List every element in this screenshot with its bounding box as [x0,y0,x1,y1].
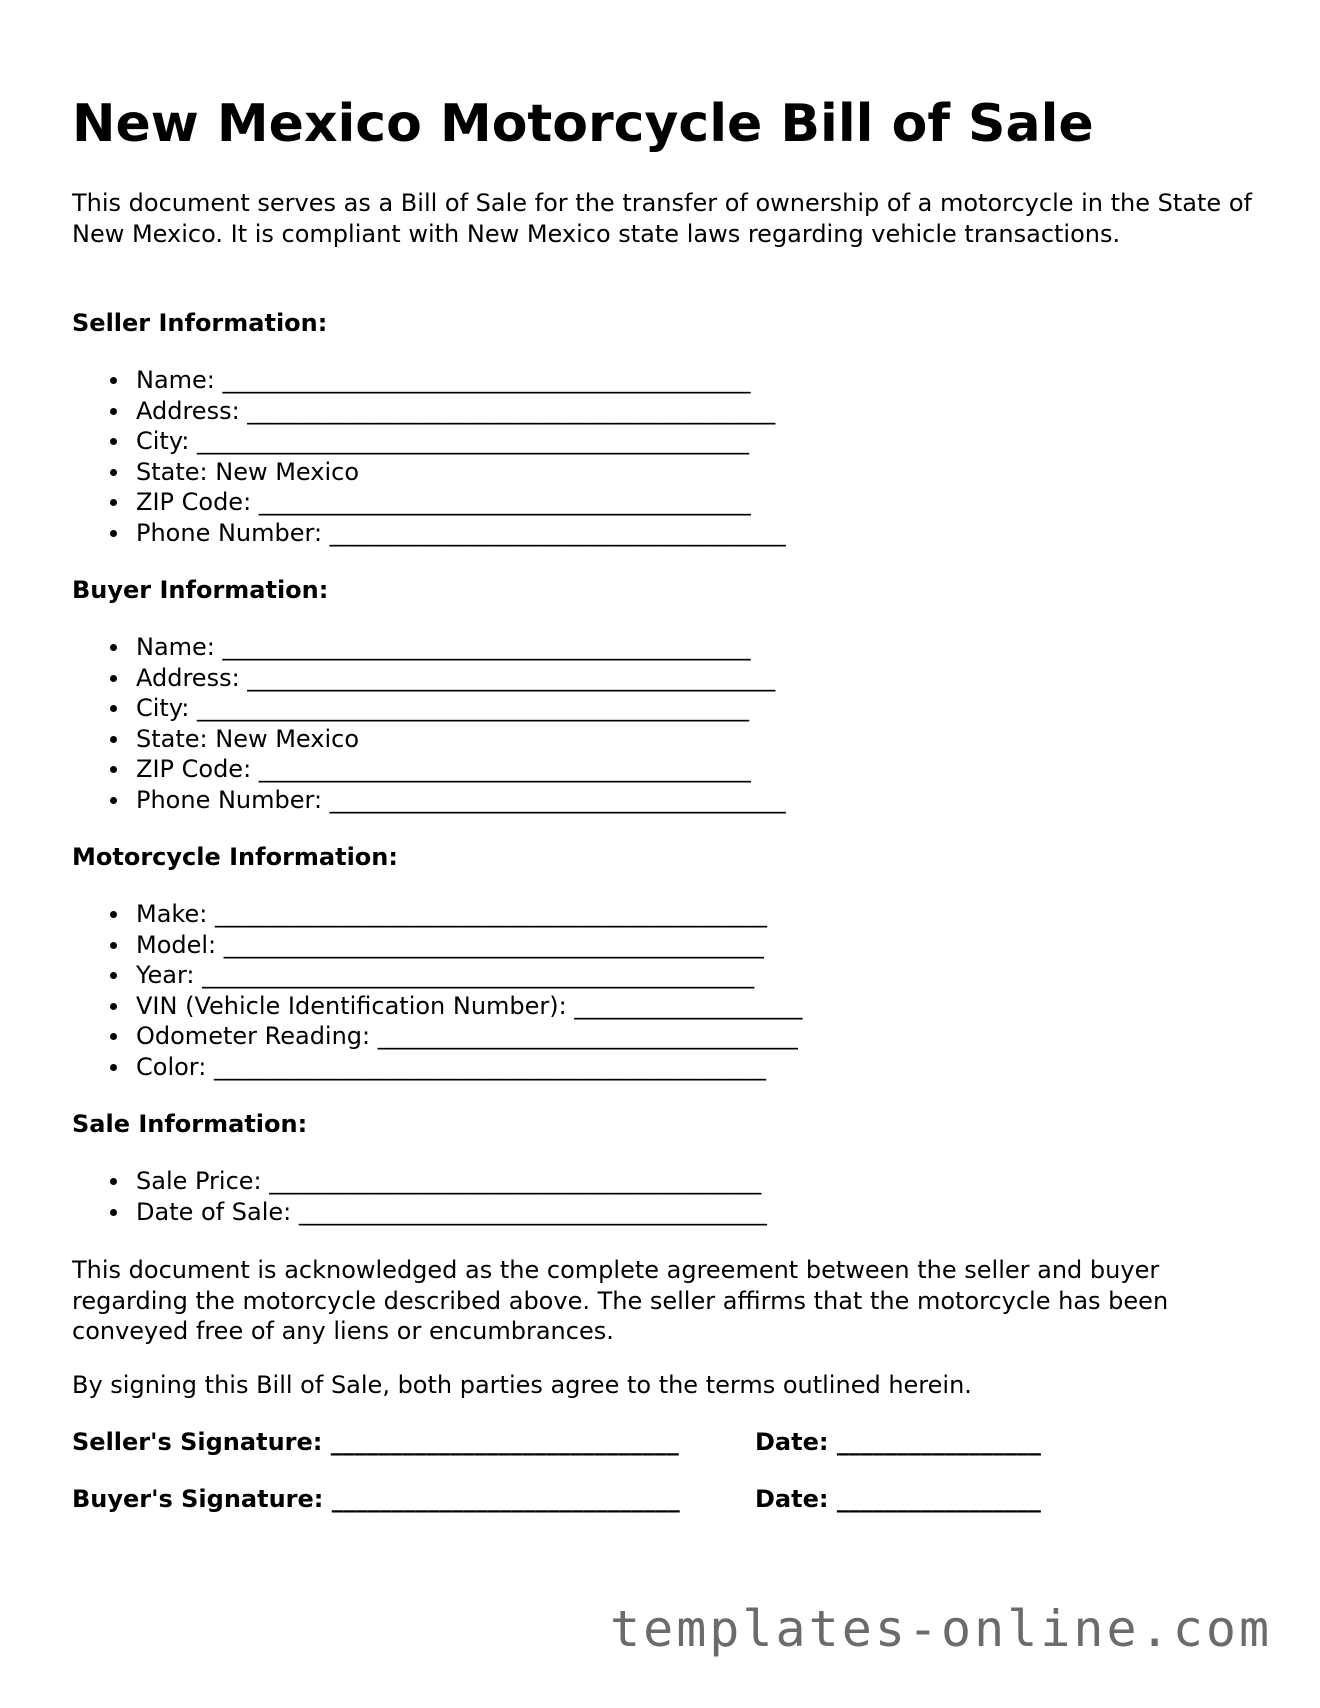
buyer-state-field: State: New Mexico [136,724,786,755]
motorcycle-fields-list [72,899,802,1082]
buyer-date-label: Date: _________________ [755,1485,1041,1513]
buyer-address-field: Address: ____________________________________________ [136,663,786,694]
motorcycle-vin-field: VIN (Vehicle Identification Number): ___________________ [136,991,803,1020]
buyer-name-field: Name: ____________________________________________ [136,632,786,663]
motorcycle-section-heading: Motorcycle Information: [72,843,398,871]
buyer-fields-list [72,632,786,815]
seller-state-field: State: New Mexico [136,457,786,488]
buyer-phone-field: Phone Number: ______________________________________ [136,785,786,814]
buyer-city-field: City: ______________________________________________ [136,693,786,724]
motorcycle-color-field: Color: ______________________________________________ [136,1052,802,1083]
sale-fields-list [72,1166,767,1227]
motorcycle-make-field: Make: ______________________________________________ [136,899,802,930]
intro-paragraph: This document serves as a Bill of Sale for the transfer of ownership of a motorcycle in the State of New Mexico. It is compliant with New Mexico state laws regarding vehicle transactions. [72,189,1252,248]
motorcycle-model-field: Model: _____________________________________________ [136,930,802,961]
seller-name-field: Name: ____________________________________________ [136,365,786,396]
agreement-paragraph: By signing this Bill of Sale, both parties agree to the terms outlined herein. [72,1371,972,1399]
seller-fields-list [72,365,786,548]
sale-section-heading: Sale Information: [72,1110,308,1138]
seller-phone-field: Phone Number: ______________________________________ [136,518,786,547]
watermark-text: templates-online.com [610,1600,1273,1658]
buyer-signature-line [72,1484,1041,1514]
seller-address-field: Address: ____________________________________________ [136,396,786,427]
seller-signature-label: Seller's Signature: _____________________________ [72,1428,679,1456]
seller-zip-field: ZIP Code: _________________________________________ [136,487,786,518]
seller-signature-line [72,1427,1041,1457]
buyer-section-heading: Buyer Information: [72,576,329,604]
seller-section-heading: Seller Information: [72,309,328,337]
acknowledgement-paragraph: This document is acknowledged as the complete agreement between the seller and buyer regarding the motorcycle described above. The seller affirms that the motorcycle has been conveyed free of any liens or encumbrances. [72,1256,1169,1345]
sale-price-field: Sale Price: _________________________________________ [136,1166,767,1197]
motorcycle-odometer-field: Odometer Reading: ___________________________________ [136,1021,802,1052]
buyer-zip-field: ZIP Code: _________________________________________ [136,754,786,785]
page-title: New Mexico Motorcycle Bill of Sale [72,94,1094,154]
seller-city-field: City: ______________________________________________ [136,426,786,457]
buyer-signature-label: Buyer's Signature: _____________________________ [72,1485,680,1513]
motorcycle-year-field: Year: ______________________________________________ [136,960,802,991]
sale-date-field: Date of Sale: _______________________________________ [136,1197,767,1226]
seller-date-label: Date: _________________ [755,1428,1041,1456]
